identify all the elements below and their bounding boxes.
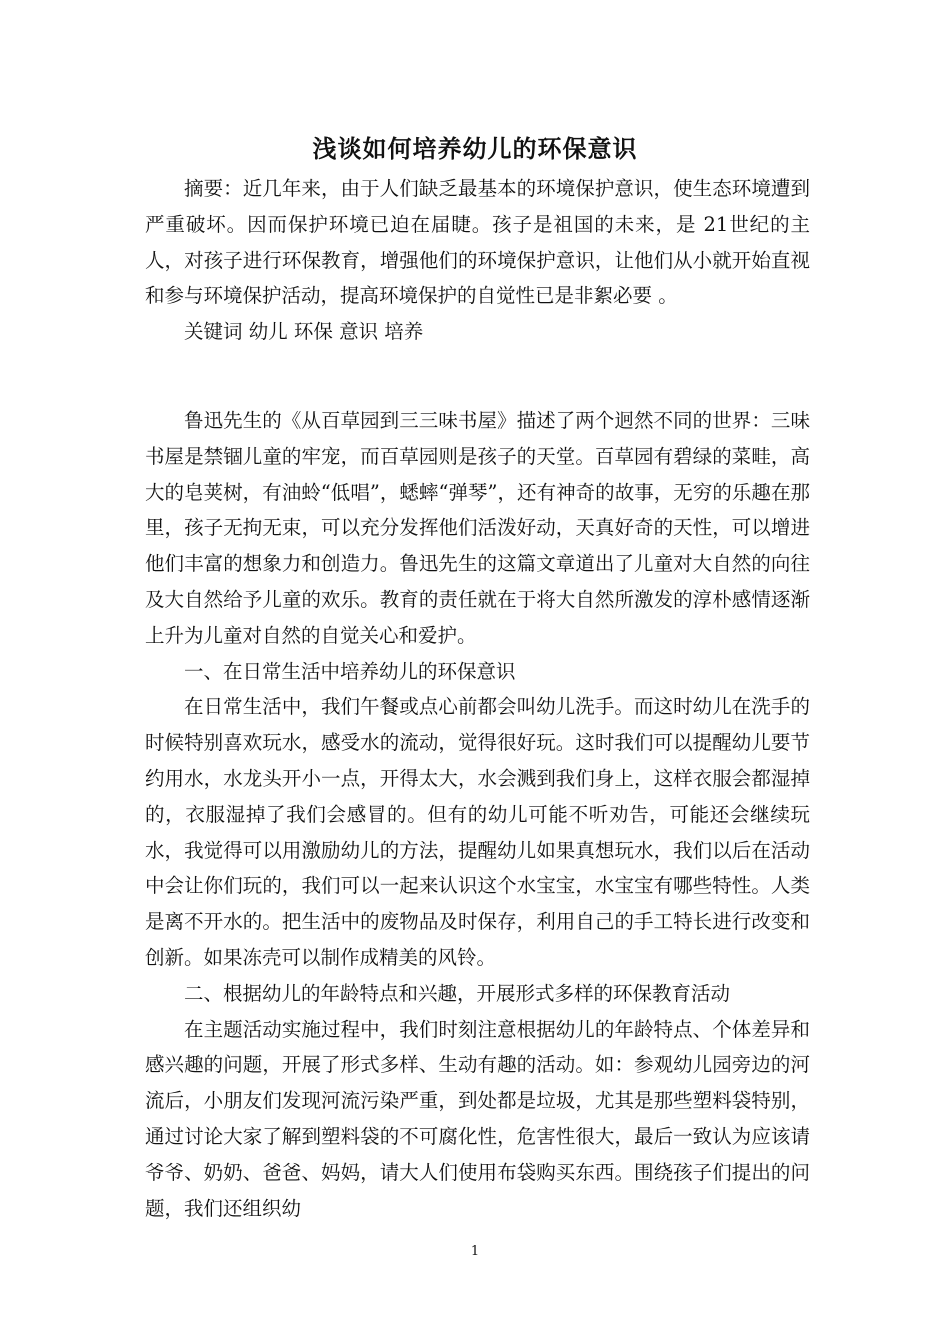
keywords-line: 关键词 幼儿 环保 意识 培养 xyxy=(184,320,424,344)
body-paragraph: 鲁迅先生的《从百草园到三三味书屋》描述了两个迥然不同的世界：三味书屋是禁锢儿童的牢宠，而百草园则是孩子的天堂。百草园有碧绿的菜畦，高大的皂荚树，有油蛉“低唱”，蟋蟀“弹琴”，还有神奇的故事，无穷的乐趣在那里，孩子无拘无束，可以充分发挥他们活泼好动，天真好奇的天性，可以增进他们丰富的想象力和创造力。鲁迅先生的这篇文章道出了儿童对大自然的向往及大自然给予儿童的欢乐。教育的责任就在于将大自然所激发的淳朴感情逐渐上升为儿童对自然的自觉关心和爱护。 xyxy=(145,408,810,647)
abstract-paragraph: 摘要：近几年来，由于人们缺乏最基本的环境保护意识，使生态环境遭到严重破坏。因而保护环境已迫在届睫。孩子是祖国的未来，是 21世纪的主人，对孩子进行环保教育，增强他们的环境保护意识，让他们从小就开始直视和参与环境保护活动，提高环境保护的自觉性已是非絮必要 。 xyxy=(145,177,810,308)
page-number: 1 xyxy=(470,1244,480,1259)
body-paragraph: 在主题活动实施过程中，我们时刻注意根据幼儿的年龄特点、个体差异和感兴趣的问题，开展了形式多样、生动有趣的活动。如：参观幼儿园旁边的河流后，小朋友们发现河流污染严重，到处都是垃圾，尤其是那些塑料袋特别，通过讨论大家了解到塑料袋的不可腐化性，危害性很大，最后一致认为应该请爷爷、奶奶、爸爸、妈妈，请大人们使用布袋购买东西。围绕孩子们提出的问题，我们还组织幼 xyxy=(145,1017,810,1220)
section-heading-1: 一、在日常生活中培养幼儿的环保意识 xyxy=(184,659,516,683)
section-heading-2: 二、根据幼儿的年龄特点和兴趣，开展形式多样的环保教育活动 xyxy=(184,981,731,1005)
body-paragraph: 在日常生活中，我们午餐或点心前都会叫幼儿洗手。而这时幼儿在洗手的时候特别喜欢玩水，感受水的流动，觉得很好玩。这时我们可以提醒幼儿要节约用水，水龙头开小一点，开得太大，水会溅到我们身上，这样衣服会都湿掉的，衣服湿掉了我们会感冒的。但有的幼儿可能不听劝告，可能还会继续玩水，我觉得可以用激励幼儿的方法，提醒幼儿如果真想玩水，我们以后在活动中会让你们玩的，我们可以一起来认识这个水宝宝，水宝宝有哪些特性。人类是离不开水的。把生活中的废物品及时保存，利用自己的手工特长进行改变和创新。如果冻壳可以制作成精美的风铃。 xyxy=(145,695,810,969)
blank-line xyxy=(145,350,810,403)
document-title: 浅谈如何培养幼儿的环保意识 xyxy=(312,135,638,163)
document-body xyxy=(145,171,810,1226)
